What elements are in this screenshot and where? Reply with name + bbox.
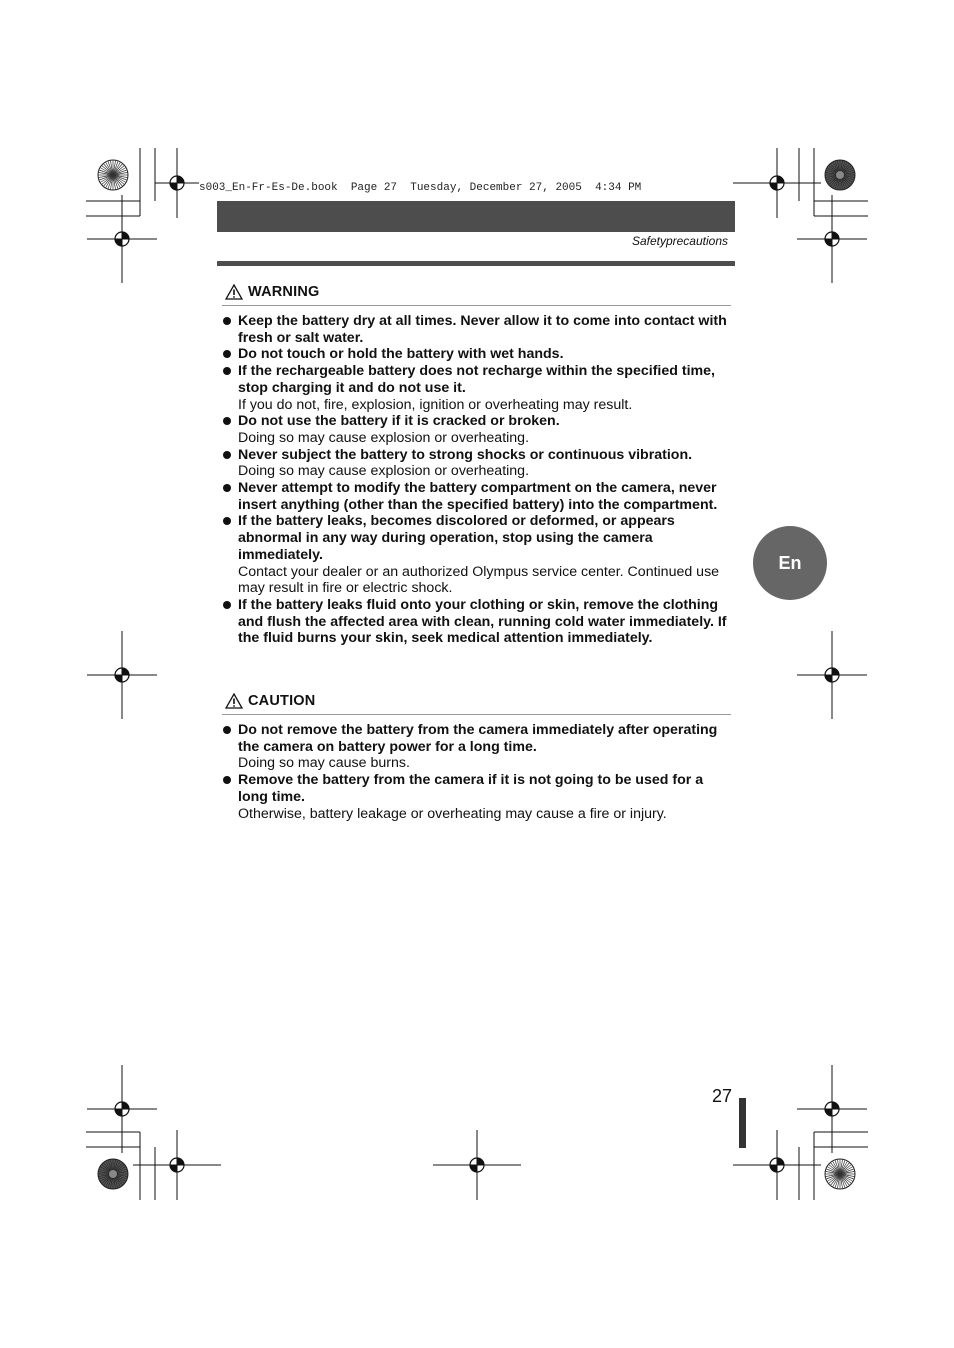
warning-item (222, 363, 727, 413)
caution-item (222, 722, 727, 772)
warning-divider (222, 305, 731, 306)
warning-item (222, 346, 727, 363)
warning-item (222, 447, 727, 480)
bullet-icon (223, 776, 231, 784)
warning-item-text: Keep the battery dry at all times. Never allow it to come into contact with fresh or salt water. (238, 313, 727, 346)
bullet-icon (223, 367, 231, 375)
warning-title: WARNING (248, 284, 320, 300)
header-rule (217, 261, 735, 266)
caution-item-note: Otherwise, battery leakage or overheating may cause a fire or injury. (238, 805, 667, 822)
warning-item (222, 413, 727, 446)
warning-item-text: Do not touch or hold the battery with wet hands. (238, 346, 564, 363)
warning-item-text: Never subject the battery to strong shocks or continuous vibration. (238, 446, 693, 463)
section-title: Safetyprecautions (631, 234, 728, 248)
warning-item-text: If the battery leaks fluid onto your clothing or skin, remove the clothing and flush the affected area with clean, running cold water immediately. If the fluid burns your skin, seek medical attention immediately. (238, 596, 727, 647)
caution-title: CAUTION (248, 693, 316, 709)
language-tab: En (753, 526, 827, 600)
warning-list (222, 313, 727, 647)
caution-item-text: Do not remove the battery from the camera immediately after operating the camera on battery power for a long time. (238, 722, 718, 755)
warning-heading (225, 284, 319, 300)
caution-triangle-icon (225, 693, 243, 709)
warning-item-note: Contact your dealer or an authorized Olympus service center. Continued use may result in fire or electric shock. (238, 563, 720, 597)
warning-item-text: If the rechargeable battery does not recharge within the specified time, stop charging it and do not use it. (238, 363, 715, 396)
bullet-icon (223, 451, 231, 459)
page-number: 27 (711, 1086, 732, 1106)
bullet-icon (223, 726, 231, 734)
caution-item-text: Remove the battery from the camera if it is not going to be used for a long time. (238, 772, 704, 805)
print-slug: s003_En-Fr-Es-De.book Page 27 Tuesday, December 27, 2005 4:34 PM (199, 182, 642, 194)
warning-triangle-icon (225, 284, 243, 300)
caution-divider (222, 714, 731, 715)
warning-item-note: Doing so may cause explosion or overheating. (238, 429, 530, 446)
page-number-bar (739, 1098, 746, 1148)
caution-heading (225, 693, 315, 709)
warning-item (222, 513, 727, 597)
warning-item (222, 480, 727, 513)
bullet-icon (223, 350, 231, 358)
warning-item-text: If the battery leaks, becomes discolored or deformed, or appears abnormal in any way during operation, stop using the camera immediately. (238, 513, 675, 563)
caution-list (222, 722, 727, 822)
warning-item-text: Do not use the battery if it is cracked or broken. (238, 413, 560, 430)
header-bar (217, 201, 735, 232)
bullet-icon (223, 417, 231, 425)
warning-item (222, 597, 727, 647)
bullet-icon (223, 484, 231, 492)
warning-item-note: Doing so may cause explosion or overheating. (238, 463, 530, 480)
caution-item (222, 772, 727, 822)
bullet-icon (223, 601, 231, 609)
warning-item (222, 313, 727, 346)
warning-item-note: If you do not, fire, explosion, ignition or overheating may result. (238, 396, 633, 413)
bullet-icon (223, 517, 231, 525)
warning-item-text: Never attempt to modify the battery compartment on the camera, never insert anything (other than the specified battery) into the compartment. (238, 480, 718, 513)
bullet-icon (223, 317, 231, 325)
caution-item-note: Doing so may cause burns. (238, 755, 410, 772)
